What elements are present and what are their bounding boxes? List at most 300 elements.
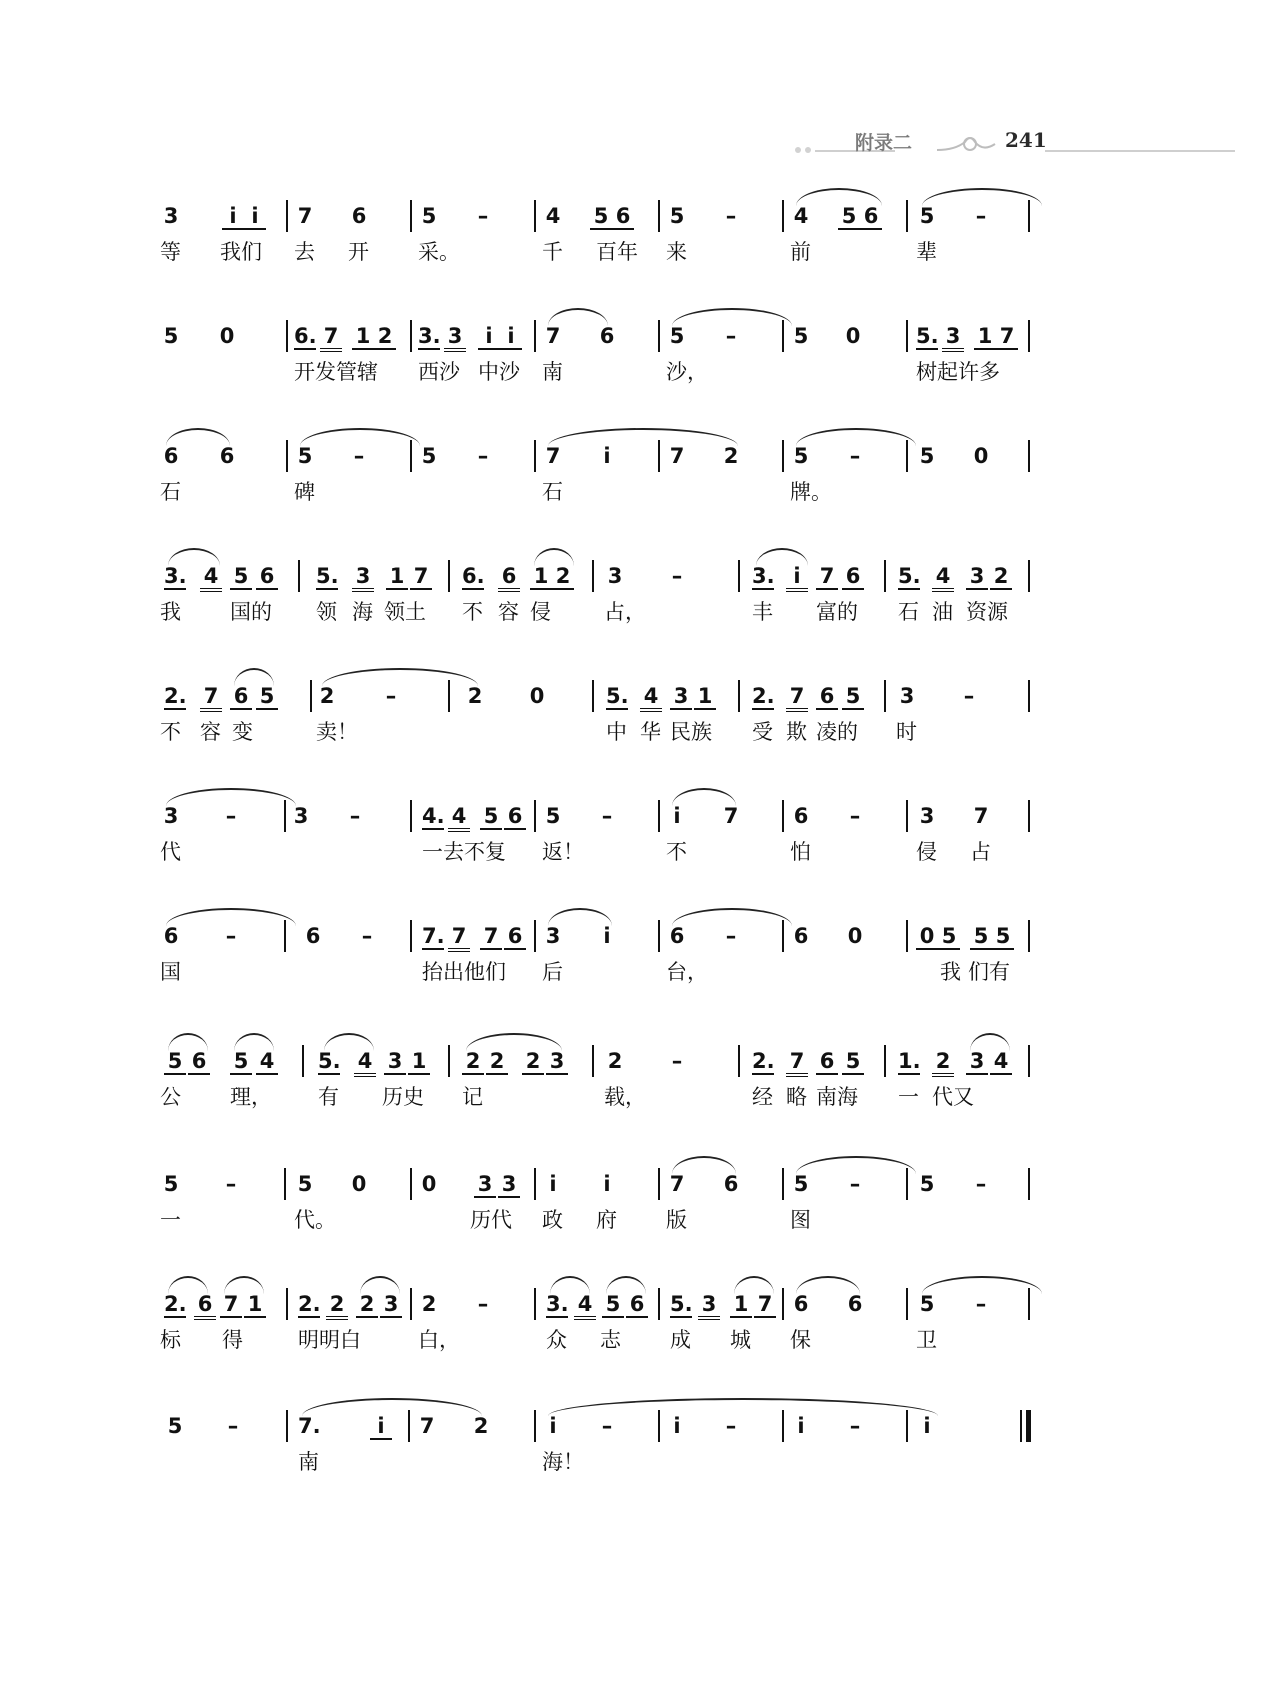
- barline: [592, 1045, 594, 1077]
- lyric: 历史: [382, 1085, 424, 1109]
- lyric: 去: [294, 240, 315, 264]
- note: 3: [352, 564, 374, 592]
- note: –: [353, 444, 365, 468]
- lyric: 志: [600, 1328, 621, 1352]
- barline: [284, 800, 286, 832]
- note: 2: [462, 1049, 484, 1075]
- barline: [884, 560, 886, 592]
- note: i: [478, 324, 500, 350]
- page-header: [855, 120, 1245, 160]
- note: 7: [419, 1414, 435, 1438]
- barline: [906, 440, 908, 472]
- note: 6: [230, 684, 252, 710]
- note: 6: [219, 444, 235, 468]
- music-system: [160, 1166, 1120, 1256]
- barline: [738, 560, 740, 592]
- lyric: 们有: [968, 960, 1010, 984]
- barline: [310, 680, 312, 712]
- barline: [1028, 560, 1030, 592]
- note: 4: [200, 564, 222, 592]
- barline: [738, 680, 740, 712]
- lyric: 石: [542, 480, 563, 504]
- note: 7: [297, 204, 313, 228]
- barline: [302, 1045, 304, 1077]
- note: 7: [545, 324, 561, 348]
- barline: [906, 920, 908, 952]
- note: 3: [942, 324, 964, 352]
- music-system: [160, 318, 1120, 408]
- note: 5: [919, 1292, 935, 1316]
- note: 6: [188, 1049, 210, 1075]
- lyric: 不: [462, 600, 483, 624]
- barline: [534, 320, 536, 352]
- barline: [782, 320, 784, 352]
- slur: [166, 428, 230, 446]
- note: 6: [163, 924, 179, 948]
- note: 3: [474, 1172, 496, 1198]
- barline: [284, 1168, 286, 1200]
- lyric: 卫: [916, 1328, 937, 1352]
- lyric: 中沙: [478, 360, 520, 384]
- barline: [534, 1410, 536, 1442]
- barline: [658, 800, 660, 832]
- slur: [168, 548, 220, 566]
- note: 5: [919, 1172, 935, 1196]
- note: –: [477, 204, 489, 228]
- note: 3: [919, 804, 935, 828]
- lyric: 后: [542, 960, 563, 984]
- note: –: [975, 204, 987, 228]
- notes-row: [160, 558, 1120, 598]
- lyrics-row: [160, 356, 1120, 386]
- note: 7: [816, 564, 838, 590]
- slur: [672, 908, 792, 926]
- note: –: [477, 1292, 489, 1316]
- note: 3: [670, 684, 692, 710]
- barline: [884, 680, 886, 712]
- note: –: [225, 924, 237, 948]
- lyric: 明明白: [298, 1328, 361, 1352]
- note: i: [797, 1414, 805, 1438]
- note: 5: [297, 1172, 313, 1196]
- lyric: 代又: [932, 1085, 974, 1109]
- header-dot: [795, 147, 801, 153]
- lyric: 碑: [294, 480, 315, 504]
- note: 6.: [462, 564, 485, 588]
- note: 4: [256, 1049, 278, 1075]
- note: 5: [793, 1172, 809, 1196]
- barline: [658, 1288, 660, 1320]
- barline: [1028, 920, 1030, 952]
- note: –: [671, 1049, 683, 1073]
- note: 3: [545, 924, 561, 948]
- lyric: 树起许多: [916, 360, 1000, 384]
- note: 7: [320, 324, 342, 352]
- note: 2: [607, 1049, 623, 1073]
- final-barline-thin: [1020, 1410, 1022, 1442]
- note: –: [601, 1414, 613, 1438]
- note: i: [500, 324, 522, 350]
- barline: [782, 200, 784, 232]
- note: –: [361, 924, 373, 948]
- lyric: 经: [752, 1085, 773, 1109]
- note: 5: [793, 444, 809, 468]
- note: i: [673, 804, 681, 828]
- note: 6: [498, 564, 520, 592]
- note: –: [975, 1292, 987, 1316]
- barline: [410, 200, 412, 232]
- lyric: 民族: [670, 720, 712, 744]
- note: 6: [504, 924, 526, 950]
- note: 3: [163, 204, 179, 228]
- note: 2: [990, 564, 1012, 590]
- lyric: 理，: [230, 1085, 272, 1109]
- note: 6: [842, 564, 864, 590]
- barline: [534, 1288, 536, 1320]
- lyric: 西沙: [418, 360, 460, 384]
- barline: [906, 320, 908, 352]
- barline: [658, 200, 660, 232]
- note: 5: [842, 684, 864, 710]
- note: 6: [351, 204, 367, 228]
- note: 6: [723, 1172, 739, 1196]
- note: 5.: [916, 324, 939, 348]
- barline: [782, 440, 784, 472]
- lyric: 代。: [294, 1208, 336, 1232]
- lyric: 众: [546, 1328, 567, 1352]
- note: 6: [816, 1049, 838, 1075]
- note: 7: [448, 924, 470, 952]
- lyric: 台，: [666, 960, 708, 984]
- note: 7: [669, 1172, 685, 1196]
- lyric: 标: [160, 1328, 181, 1352]
- note: 2: [932, 1049, 954, 1077]
- note: –: [849, 804, 861, 828]
- lyric: 历代: [470, 1208, 512, 1232]
- note: 5: [602, 1292, 624, 1318]
- note: 2.: [752, 684, 775, 708]
- lyrics-row: [160, 476, 1120, 506]
- lyric: 采。: [418, 240, 460, 264]
- note: 1.: [898, 1049, 921, 1073]
- barline: [410, 1168, 412, 1200]
- note: 2: [467, 684, 483, 708]
- note: 7: [973, 804, 989, 828]
- barline: [448, 680, 450, 712]
- note: 3: [698, 1292, 720, 1320]
- note: 6: [847, 1292, 863, 1316]
- note: 0: [973, 444, 989, 468]
- note: 5: [297, 444, 313, 468]
- note: –: [349, 804, 361, 828]
- slur: [168, 1276, 208, 1294]
- lyric: 牌。: [790, 480, 832, 504]
- note: 4: [640, 684, 662, 712]
- lyric: 石: [160, 480, 181, 504]
- note: 5: [480, 804, 502, 830]
- note: –: [975, 1172, 987, 1196]
- note: 6: [669, 924, 685, 948]
- lyric: 容: [498, 600, 519, 624]
- note: –: [963, 684, 975, 708]
- note: 6: [163, 444, 179, 468]
- note: i: [549, 1172, 557, 1196]
- lyric: 石: [898, 600, 919, 624]
- note: 4: [545, 204, 561, 228]
- note: –: [849, 1172, 861, 1196]
- barline: [410, 320, 412, 352]
- note: –: [227, 1414, 239, 1438]
- note: 7: [754, 1292, 776, 1318]
- lyric: 我们: [220, 240, 262, 264]
- notes-row: [160, 198, 1120, 238]
- lyric: 代: [160, 840, 181, 864]
- note: 1: [730, 1292, 752, 1318]
- lyric: 南: [298, 1450, 319, 1474]
- section-label: 附录二: [855, 132, 913, 154]
- note: 3: [384, 1049, 406, 1075]
- lyric: 记: [462, 1085, 483, 1109]
- note: 4.: [422, 804, 445, 828]
- note: 5: [167, 1414, 183, 1438]
- note: i: [603, 1172, 611, 1196]
- barline: [286, 1410, 288, 1442]
- note: 5: [163, 324, 179, 348]
- note: 5: [842, 1049, 864, 1075]
- lyric: 政: [542, 1208, 563, 1232]
- note: 4: [990, 1049, 1012, 1075]
- note: 7.: [422, 924, 445, 948]
- lyrics-row: [160, 1446, 1120, 1476]
- slur: [796, 188, 882, 206]
- note: –: [725, 204, 737, 228]
- note: 0: [529, 684, 545, 708]
- lyric: 版: [666, 1208, 687, 1232]
- lyric: 前: [790, 240, 811, 264]
- note: 2: [522, 1049, 544, 1075]
- note: 0: [916, 924, 938, 950]
- note: 3: [966, 1049, 988, 1075]
- lyric: 等: [160, 240, 181, 264]
- lyric: 卖！: [316, 720, 358, 744]
- barline: [410, 800, 412, 832]
- lyric: 南海: [816, 1085, 858, 1109]
- note: 3: [966, 564, 988, 590]
- lyric: 成: [670, 1328, 691, 1352]
- slur: [166, 908, 296, 926]
- slur: [234, 1033, 274, 1051]
- barline: [534, 800, 536, 832]
- note: 7: [996, 324, 1018, 350]
- note: 3.: [752, 564, 775, 588]
- note: 2.: [752, 1049, 775, 1073]
- slur: [548, 1398, 938, 1416]
- barline: [906, 200, 908, 232]
- lyric: 得: [222, 1328, 243, 1352]
- lyric: 开发管辖: [294, 360, 378, 384]
- slur: [548, 308, 608, 326]
- slur: [322, 668, 478, 686]
- note: 6: [504, 804, 526, 830]
- note: 5: [838, 204, 860, 230]
- note: i: [222, 204, 244, 230]
- lyric: 容: [200, 720, 221, 744]
- note: 6: [793, 804, 809, 828]
- music-system: [160, 1043, 1120, 1133]
- barline: [534, 920, 536, 952]
- note: 7: [786, 1049, 808, 1077]
- barline: [534, 1168, 536, 1200]
- barline: [1028, 200, 1030, 232]
- note: 7: [723, 804, 739, 828]
- note: 6: [626, 1292, 648, 1318]
- note: 5: [421, 204, 437, 228]
- lyric: 一: [898, 1085, 919, 1109]
- barline: [1028, 800, 1030, 832]
- notes-row: [160, 1043, 1120, 1083]
- notes-row: [160, 918, 1120, 958]
- barline: [1028, 320, 1030, 352]
- lyric: 府: [596, 1208, 617, 1232]
- note: 3: [498, 1172, 520, 1198]
- lyric: 千: [542, 240, 563, 264]
- note: 6: [194, 1292, 216, 1320]
- music-system: [160, 918, 1120, 1008]
- notes-row: [160, 318, 1120, 358]
- lyrics-row: [160, 956, 1120, 986]
- note: 1: [244, 1292, 266, 1318]
- lyric: 占: [970, 840, 991, 864]
- slur: [168, 1033, 208, 1051]
- slur: [360, 1276, 400, 1294]
- slur: [302, 1398, 482, 1416]
- lyric: 富的: [816, 600, 858, 624]
- note: 5: [669, 324, 685, 348]
- barline: [592, 560, 594, 592]
- lyric: 侵: [530, 600, 551, 624]
- note: 3: [293, 804, 309, 828]
- note: 6: [816, 684, 838, 710]
- barline: [286, 440, 288, 472]
- lyric: 不: [160, 720, 181, 744]
- notes-row: [160, 438, 1120, 478]
- lyric: 白，: [418, 1328, 460, 1352]
- lyrics-row: [160, 836, 1120, 866]
- lyric: 沙，: [666, 360, 708, 384]
- note: 3: [380, 1292, 402, 1318]
- music-system: [160, 678, 1120, 768]
- note: 1: [386, 564, 408, 590]
- note: –: [849, 444, 861, 468]
- note: 0: [847, 924, 863, 948]
- note: 2: [473, 1414, 489, 1438]
- note: 7.: [298, 1414, 321, 1438]
- note: 5: [164, 1049, 186, 1075]
- notes-row: [160, 1286, 1120, 1326]
- note: 3.: [164, 564, 187, 588]
- note: –: [849, 1414, 861, 1438]
- note: 2: [552, 564, 574, 590]
- barline: [286, 200, 288, 232]
- lyric: 领: [316, 600, 337, 624]
- lyric: 我: [940, 960, 961, 984]
- page-number: 241: [1005, 128, 1047, 152]
- note: 6: [612, 204, 634, 230]
- lyric: 抬出他们: [422, 960, 506, 984]
- lyric: 百年: [596, 240, 638, 264]
- note: 5: [421, 444, 437, 468]
- note: 2: [486, 1049, 508, 1075]
- slur: [734, 1276, 774, 1294]
- note: 6: [305, 924, 321, 948]
- note: 0: [351, 1172, 367, 1196]
- barline: [534, 200, 536, 232]
- barline: [534, 440, 536, 472]
- barline: [286, 320, 288, 352]
- note: 3: [899, 684, 915, 708]
- slur: [224, 1276, 264, 1294]
- music-system: [160, 798, 1120, 888]
- note: 5: [992, 924, 1014, 950]
- note: i: [549, 1414, 557, 1438]
- slur: [796, 428, 916, 446]
- note: i: [923, 1414, 931, 1438]
- notes-row: [160, 678, 1120, 718]
- music-system: [160, 558, 1120, 648]
- barline: [410, 920, 412, 952]
- note: 6: [256, 564, 278, 590]
- note: 2: [356, 1292, 378, 1318]
- note: i: [673, 1414, 681, 1438]
- lyric: 城: [730, 1328, 751, 1352]
- note: 4: [448, 804, 470, 832]
- slur: [796, 1276, 860, 1294]
- lyrics-row: [160, 1081, 1120, 1111]
- lyric: 公: [160, 1085, 181, 1109]
- lyric: 华: [640, 720, 661, 744]
- note: 2.: [164, 1292, 187, 1316]
- note: 5: [163, 1172, 179, 1196]
- note: 4: [574, 1292, 596, 1320]
- note: 7: [410, 564, 432, 590]
- note: 5: [256, 684, 278, 710]
- music-system: [160, 438, 1120, 528]
- slur: [166, 788, 296, 806]
- lyric: 开: [348, 240, 369, 264]
- slur: [466, 1033, 562, 1051]
- note: 2: [374, 324, 396, 350]
- note: 5.: [670, 1292, 693, 1316]
- note: 0: [845, 324, 861, 348]
- lyric: 中: [606, 720, 627, 744]
- note: 4: [793, 204, 809, 228]
- slur: [672, 1156, 736, 1174]
- note: 5: [590, 204, 612, 230]
- lyric: 海: [352, 600, 373, 624]
- lyrics-row: [160, 716, 1120, 746]
- lyric: 略: [786, 1085, 807, 1109]
- note: 2.: [298, 1292, 321, 1316]
- note: –: [477, 444, 489, 468]
- note: 5.: [318, 1049, 341, 1073]
- note: –: [725, 1414, 737, 1438]
- note: 3.: [418, 324, 441, 348]
- note: i: [603, 444, 611, 468]
- header-dot: [805, 147, 811, 153]
- slur: [922, 188, 1042, 206]
- lyric: 有: [318, 1085, 339, 1109]
- ornament-icon: [935, 130, 1005, 156]
